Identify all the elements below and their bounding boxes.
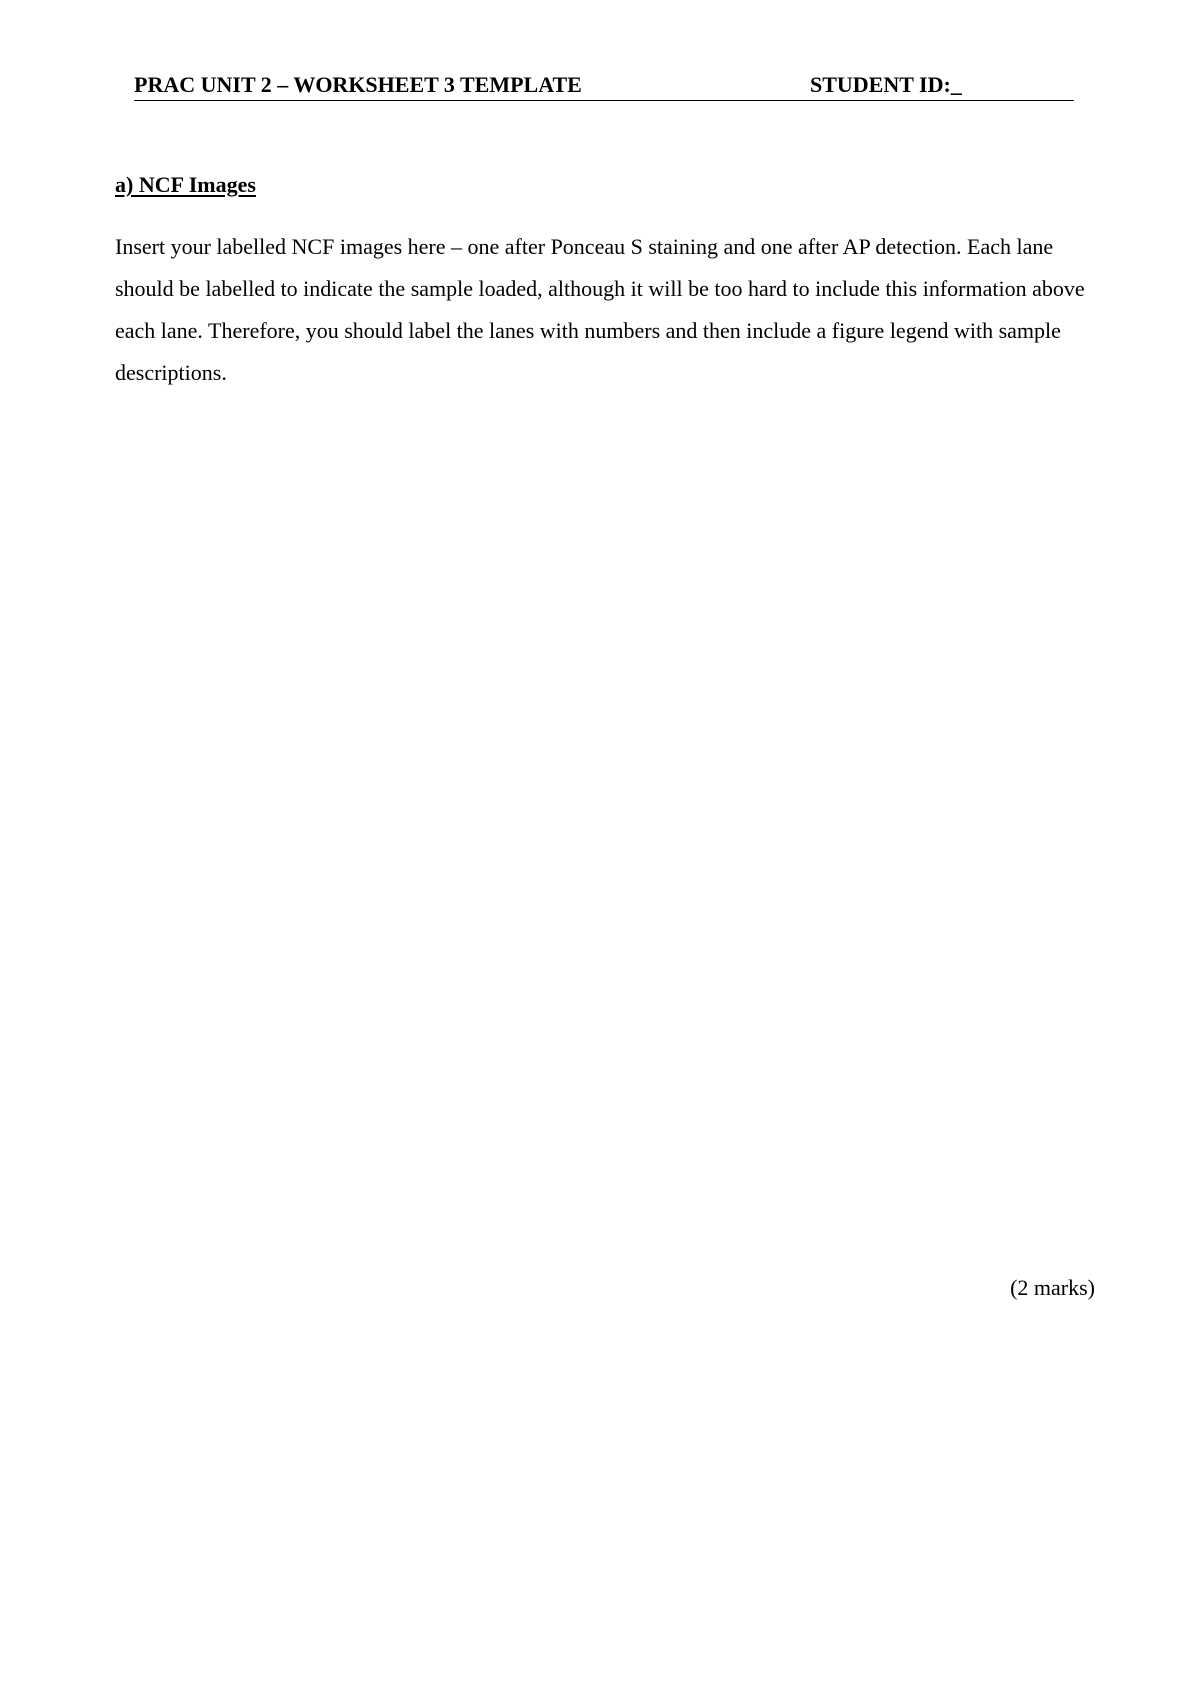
student-id-field[interactable] bbox=[810, 70, 1058, 100]
student-id-label: STUDENT ID:_ bbox=[810, 72, 962, 97]
section-heading: a) NCF Images bbox=[115, 172, 256, 197]
marks-label: (2 marks) bbox=[1010, 1275, 1095, 1300]
worksheet-title: PRAC UNIT 2 – WORKSHEET 3 TEMPLATE bbox=[134, 72, 582, 97]
instructions-paragraph: Insert your labelled NCF images here – one after Ponceau S staining and one after AP detection. Each lane should be labelled to indicate the sample loaded, although it will be too hard to include this information above each lane. Therefore, you should label the lanes with numbers and then include a figure legend with sample descriptions. bbox=[115, 234, 1085, 385]
page-header bbox=[134, 70, 1074, 101]
